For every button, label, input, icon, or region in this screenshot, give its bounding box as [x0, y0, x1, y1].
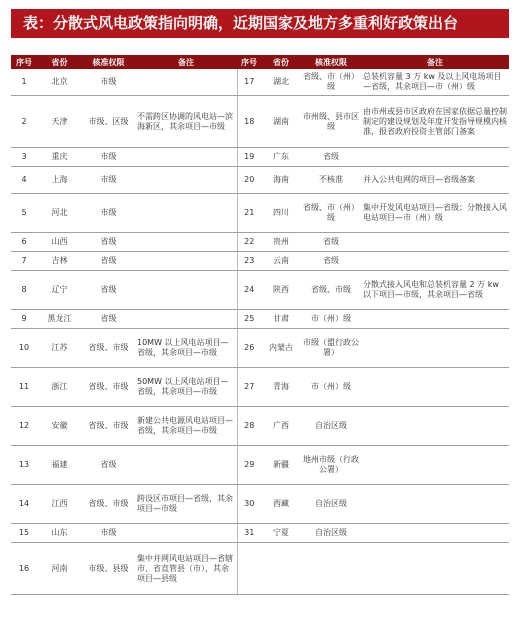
cell-note: 集中并网风电站项目—省辖市、省直管县（市），其余项目—县级 [135, 543, 237, 595]
cell-province: 陕西 [261, 271, 301, 310]
table-row [11, 271, 509, 310]
table-row [11, 543, 509, 595]
cell-note: 跨设区市项目—省级，其余项目—市级 [135, 485, 237, 524]
cell-note: 新建公共电源风电站项目—省级，其余项目—市级 [135, 407, 237, 446]
policy-table [11, 55, 509, 595]
cell-province: 湖南 [261, 96, 301, 148]
cell-province: 辽宁 [37, 271, 82, 310]
cell-province: 江西 [37, 485, 82, 524]
cell-authority: 省级、市级 [82, 329, 135, 368]
cell-no: 13 [11, 446, 37, 485]
cell-authority: 省级、市（州）级 [301, 69, 361, 96]
cell-authority: 自治区级 [301, 407, 361, 446]
cell-note: 分散式接入风电和总装机容量 2 万 kw 以下项目—市级，其余项目—省级 [361, 271, 509, 310]
cell-province: 内蒙古 [261, 329, 301, 368]
cell-note [361, 310, 509, 329]
cell-no: 6 [11, 233, 37, 252]
cell-note [135, 194, 237, 233]
cell-province: 浙江 [37, 368, 82, 407]
table-row [11, 310, 509, 329]
header-no: 序号 [11, 55, 37, 69]
cell-no: 28 [237, 407, 261, 446]
cell-authority: 省级、市级 [82, 407, 135, 446]
cell-authority: 省级 [301, 252, 361, 271]
cell-note [361, 485, 509, 524]
cell-no: 24 [237, 271, 261, 310]
cell-note [135, 233, 237, 252]
cell-note [361, 446, 509, 485]
header-note: 备注 [135, 55, 237, 69]
cell-authority: 省级 [82, 233, 135, 252]
cell-authority: 省级、市级 [82, 368, 135, 407]
cell-note [135, 167, 237, 194]
cell-authority [301, 543, 361, 595]
cell-province: 宁夏 [261, 524, 301, 543]
cell-note: 总装机容量 3 万 kw 及以上风电场项目—省级，其余项目—市（州）级 [361, 69, 509, 96]
table-row [11, 407, 509, 446]
header-authority: 核准权限 [301, 55, 361, 69]
cell-authority: 省级、市（州）级 [301, 194, 361, 233]
cell-no: 27 [237, 368, 261, 407]
policy-table-container [11, 55, 509, 595]
cell-note [135, 446, 237, 485]
table-row [11, 96, 509, 148]
cell-province: 青海 [261, 368, 301, 407]
header-authority: 核准权限 [82, 55, 135, 69]
cell-province: 上海 [37, 167, 82, 194]
cell-province: 四川 [261, 194, 301, 233]
cell-authority: 自治区级 [301, 524, 361, 543]
cell-authority: 地州市级（行政公署） [301, 446, 361, 485]
cell-no: 25 [237, 310, 261, 329]
cell-province: 西藏 [261, 485, 301, 524]
cell-authority: 市级 [82, 148, 135, 167]
cell-note [361, 233, 509, 252]
cell-province: 湖北 [261, 69, 301, 96]
header-province: 省份 [37, 55, 82, 69]
cell-province: 河南 [37, 543, 82, 595]
table-row [11, 148, 509, 167]
cell-no: 17 [237, 69, 261, 96]
cell-no: 15 [11, 524, 37, 543]
cell-authority: 省级 [82, 271, 135, 310]
header-province: 省份 [261, 55, 301, 69]
cell-note [135, 148, 237, 167]
cell-province: 福建 [37, 446, 82, 485]
cell-note: 并入公共电网的项目—省级备案 [361, 167, 509, 194]
cell-note: 50MW 以上风电站项目—省级，其余项目—市级 [135, 368, 237, 407]
cell-authority: 市级（盟行政公署） [301, 329, 361, 368]
cell-authority: 市级 [82, 167, 135, 194]
cell-no: 5 [11, 194, 37, 233]
cell-province: 海南 [261, 167, 301, 194]
cell-province: 贵州 [261, 233, 301, 252]
cell-no: 8 [11, 271, 37, 310]
cell-no: 16 [11, 543, 37, 595]
table-row [11, 329, 509, 368]
cell-no [237, 543, 261, 595]
cell-note [361, 368, 509, 407]
table-header-row [11, 55, 509, 69]
cell-province: 天津 [37, 96, 82, 148]
cell-no: 30 [237, 485, 261, 524]
cell-province: 云南 [261, 252, 301, 271]
table-row [11, 194, 509, 233]
cell-authority: 省级 [301, 233, 361, 252]
cell-note [135, 69, 237, 96]
cell-authority: 市级 [82, 69, 135, 96]
cell-province: 山西 [37, 233, 82, 252]
cell-no: 14 [11, 485, 37, 524]
cell-province: 安徽 [37, 407, 82, 446]
table-row [11, 368, 509, 407]
cell-no: 7 [11, 252, 37, 271]
cell-authority: 自治区级 [301, 485, 361, 524]
cell-no: 22 [237, 233, 261, 252]
table-row [11, 252, 509, 271]
cell-no: 21 [237, 194, 261, 233]
cell-note [361, 329, 509, 368]
cell-note [361, 407, 509, 446]
cell-no: 20 [237, 167, 261, 194]
cell-province: 广东 [261, 148, 301, 167]
cell-no: 26 [237, 329, 261, 368]
cell-province: 重庆 [37, 148, 82, 167]
cell-province: 黑龙江 [37, 310, 82, 329]
cell-no: 12 [11, 407, 37, 446]
table-row [11, 167, 509, 194]
cell-no: 2 [11, 96, 37, 148]
header-no: 序号 [237, 55, 261, 69]
cell-note [361, 524, 509, 543]
cell-no: 11 [11, 368, 37, 407]
cell-note [361, 148, 509, 167]
cell-note [135, 252, 237, 271]
cell-authority: 市州级、县市区级 [301, 96, 361, 148]
cell-authority: 省级 [82, 446, 135, 485]
table-row [11, 524, 509, 543]
cell-authority: 不核准 [301, 167, 361, 194]
table-row [11, 446, 509, 485]
cell-note [135, 524, 237, 543]
cell-no: 18 [237, 96, 261, 148]
cell-province: 河北 [37, 194, 82, 233]
cell-province: 新疆 [261, 446, 301, 485]
cell-no: 10 [11, 329, 37, 368]
cell-note [135, 271, 237, 310]
cell-no: 19 [237, 148, 261, 167]
cell-note [135, 310, 237, 329]
cell-province [261, 543, 301, 595]
cell-note [361, 252, 509, 271]
cell-authority: 市（州）级 [301, 368, 361, 407]
cell-province: 甘肃 [261, 310, 301, 329]
cell-authority: 市级 [82, 194, 135, 233]
cell-no: 3 [11, 148, 37, 167]
cell-province: 吉林 [37, 252, 82, 271]
cell-authority: 市级 [82, 524, 135, 543]
cell-authority: 省级 [82, 252, 135, 271]
cell-authority: 省级 [301, 148, 361, 167]
cell-no: 31 [237, 524, 261, 543]
table-row [11, 485, 509, 524]
cell-no: 29 [237, 446, 261, 485]
cell-province: 山东 [37, 524, 82, 543]
cell-authority: 市级、县级 [82, 543, 135, 595]
cell-note: 不需跨区协调的风电站—滨海新区，其余项目—市级 [135, 96, 237, 148]
cell-note: 10MW 以上风电站项目—省级，其余项目—市级 [135, 329, 237, 368]
cell-note [361, 543, 509, 595]
cell-province: 北京 [37, 69, 82, 96]
cell-note: 集中开发风电站项目—省级；分散接入风电站项目—市（州）级 [361, 194, 509, 233]
cell-no: 1 [11, 69, 37, 96]
cell-note: 由市州或县市区政府在国家依据总量控制制定的建设规划及年度开发指导规模内核准，报省政府投资主管部门备案 [361, 96, 509, 148]
cell-authority: 市（州）级 [301, 310, 361, 329]
cell-province: 江苏 [37, 329, 82, 368]
cell-authority: 省级 [82, 310, 135, 329]
cell-no: 4 [11, 167, 37, 194]
cell-no: 9 [11, 310, 37, 329]
table-row [11, 233, 509, 252]
table-row [11, 69, 509, 96]
cell-no: 23 [237, 252, 261, 271]
cell-authority: 省级、市级 [301, 271, 361, 310]
header-note: 备注 [361, 55, 509, 69]
cell-province: 广西 [261, 407, 301, 446]
cell-authority: 市级、区级 [82, 96, 135, 148]
table-title: 表：分散式风电政策指向明确，近期国家及地方多重利好政策出台 [11, 9, 509, 38]
cell-authority: 省级、市级 [82, 485, 135, 524]
